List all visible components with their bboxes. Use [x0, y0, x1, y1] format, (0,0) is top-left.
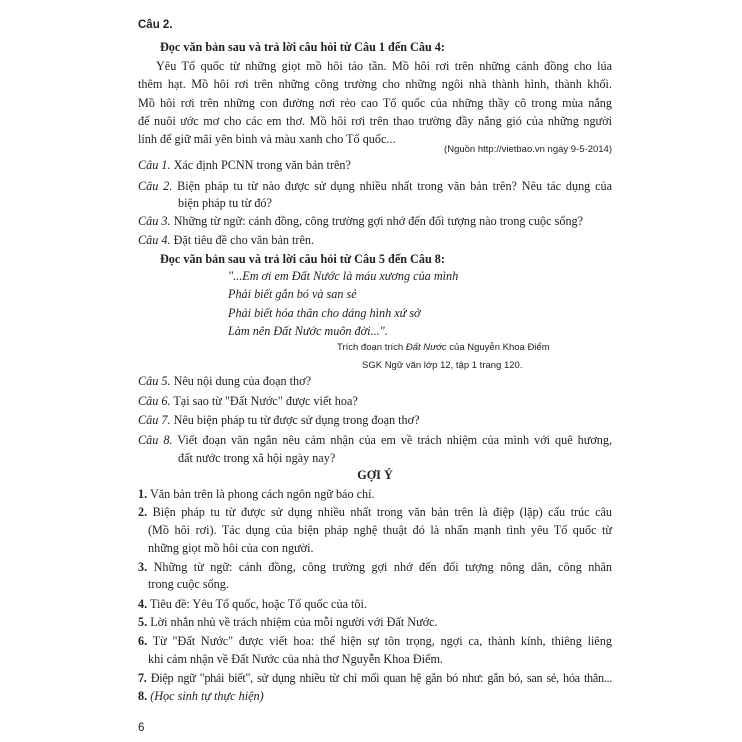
- passage-line: thêm hạt. Mồ hôi rơi trên những công trường cho những ngôi nhà thành hình, thành khối.: [138, 77, 612, 91]
- poem-credit: Trích đoạn trích Đất Nước của Nguyễn Khoa Điểm: [337, 342, 550, 353]
- poem-line: Làm nên Đất Nước muôn đời...".: [228, 324, 388, 338]
- hint-3-cont: trong cuộc sống.: [148, 577, 229, 591]
- question-3: Câu 3. Những từ ngữ: cánh đồng, công trường gợi nhớ đến đối tượng nào trong cuộc sống?: [138, 214, 584, 228]
- poem-line: Phải biết gắn bó và san sẻ: [228, 287, 357, 301]
- hint-7: 7. Điệp ngữ "phải biết", sử dụng nhiều từ chỉ mối quan hệ gắn bó như: gắn bó, san sẻ, hóa thân...: [138, 671, 612, 685]
- passage-line: Yêu Tổ quốc từ những giọt mồ hôi tảo tần. Mồ hôi rơi trên những cánh đồng cho lúa: [156, 59, 612, 73]
- hint-5: 5. Lời nhắn nhủ về trách nhiệm của mỗi người với Đất Nước.: [138, 615, 438, 629]
- part2-instruction: Đọc văn bản sau và trả lời câu hỏi từ Câu 5 đến Câu 8:: [160, 252, 445, 266]
- question-7: Câu 7. Nêu biện pháp tu từ được sử dụng trong đoạn thơ?: [138, 413, 420, 427]
- hint-6-cont: khi cảm nhận về Đất Nước của nhà thơ Nguyễn Khoa Điểm.: [148, 652, 443, 666]
- hints-heading: GỢI Ý: [357, 468, 393, 482]
- question-4: Câu 4. Đặt tiêu đề cho văn bản trên.: [138, 233, 315, 247]
- hint-6: 6. Từ "Đất Nước" được viết hoa: thể hiện sự tôn trọng, ngợi ca, thành kính, thiêng liêng: [138, 634, 613, 648]
- passage-source: (Nguồn http://vietbao.vn ngày 9-5-2014): [444, 144, 612, 155]
- passage-line: lính để giữ mãi yên bình và màu xanh cho Tổ quốc...: [138, 132, 396, 146]
- question-8-cont: đất nước trong xã hội ngày nay?: [178, 451, 336, 465]
- question-5: Câu 5. Nêu nội dung của đoạn thơ?: [138, 374, 311, 388]
- hint-2-cont: (Mồ hôi rơi). Tác dụng của biện pháp nghệ thuật đó là nhấn mạnh tình yêu Tổ quốc từ: [148, 523, 612, 537]
- question-2: Câu 2. Biện pháp tu từ nào được sử dụng nhiều nhất trong văn bản trên? Nêu tác dụng của: [138, 179, 612, 193]
- hint-4: 4. Tiêu đề: Yêu Tổ quốc, hoặc Tổ quốc của tôi.: [138, 597, 367, 611]
- passage-line: để nuôi ước mơ cho các em thơ. Mồ hôi rơi trên thao trường đầy nắng gió của những người: [138, 114, 612, 128]
- page-number: 6: [138, 722, 145, 734]
- question-1: Câu 1. Xác định PCNN trong văn bản trên?: [138, 158, 351, 172]
- poem-book: SGK Ngữ văn lớp 12, tập 1 trang 120.: [362, 360, 523, 371]
- hint-2: 2. Biện pháp tu từ được sử dụng nhiều nhất trong văn bản trên là điệp (lặp) cấu trúc câu: [138, 505, 612, 519]
- question-2-cont: biện pháp tu từ đó?: [178, 196, 272, 210]
- part1-instruction: Đọc văn bản sau và trả lời câu hỏi từ Câu 1 đến Câu 4:: [160, 40, 445, 54]
- passage-line: Mồ hôi rơi trên những con đường nơi rẻo cao Tổ quốc của những thầy cô trong mùa nắng: [138, 96, 612, 110]
- question-8: Câu 8. Viết đoạn văn ngắn nêu cảm nhận của em về trách nhiệm của mình với quê hương,: [138, 433, 612, 447]
- hint-8: 8. (Học sinh tự thực hiện): [138, 689, 264, 703]
- poem-line: "...Em ơi em Đất Nước là máu xương của mình: [228, 269, 459, 283]
- hint-3: 3. Những từ ngữ: cánh đồng, công trường gợi nhớ đến đối tượng nông dân, công nhân: [138, 560, 612, 574]
- hint-1: 1. Văn bản trên là phong cách ngôn ngữ báo chí.: [138, 487, 375, 501]
- poem-line: Phải biết hóa thân cho dáng hình xứ sở: [228, 306, 421, 320]
- hint-2-cont: những giọt mồ hôi của con người.: [148, 541, 314, 555]
- section-title: Câu 2.: [138, 19, 173, 31]
- question-6: Câu 6. Tại sao từ "Đất Nước" được viết hoa?: [138, 394, 358, 408]
